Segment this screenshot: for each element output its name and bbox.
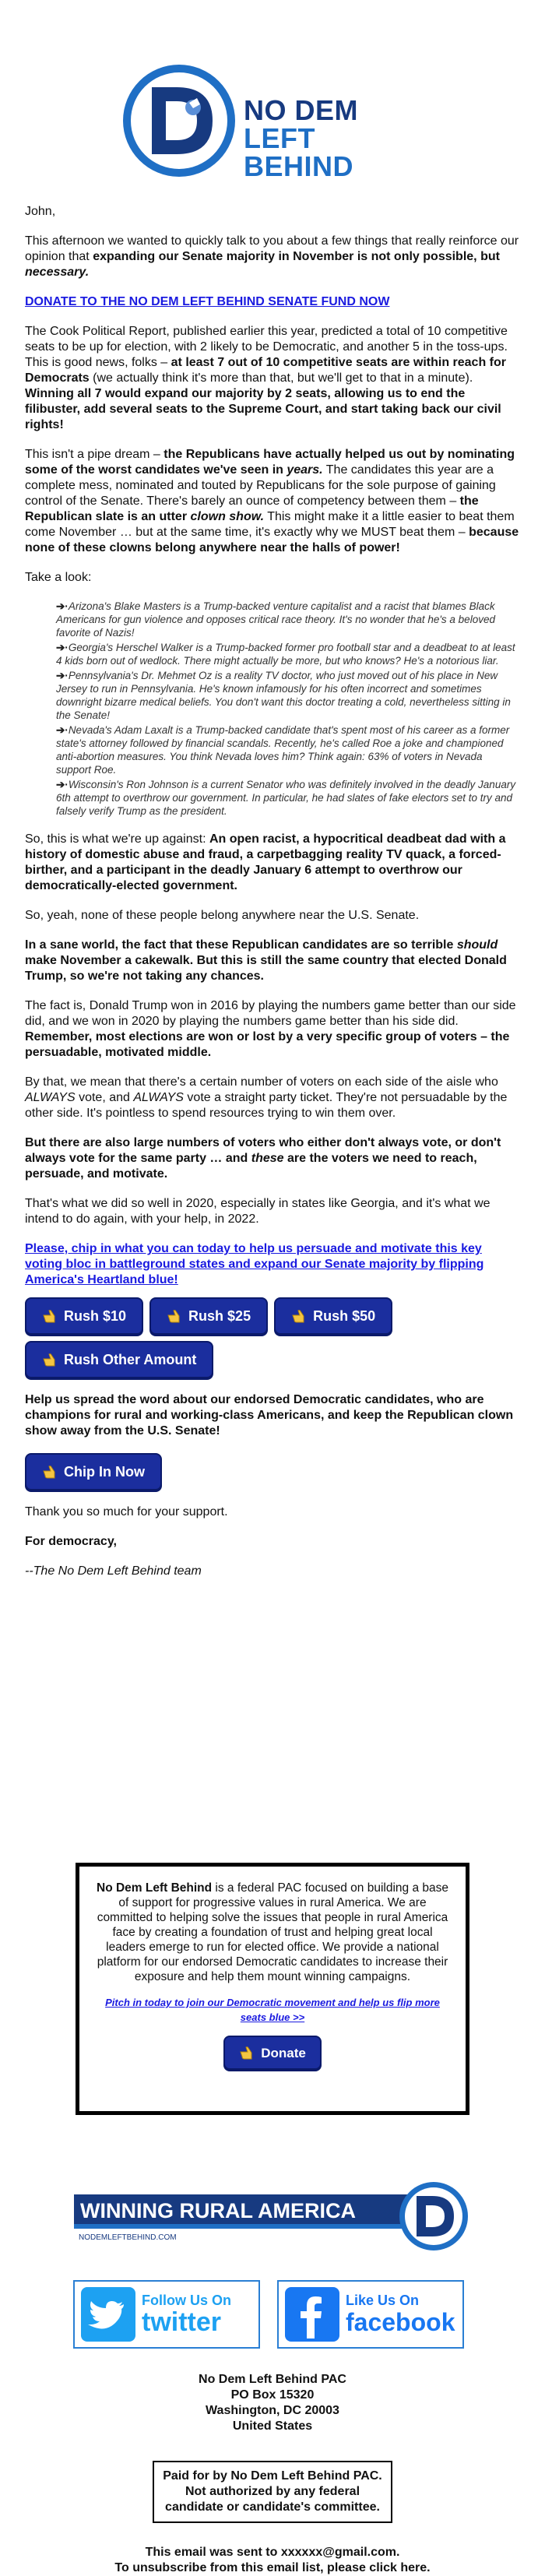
sane-world-paragraph: In a sane world, the fact that these Republican candidates are so terrible should make November a cakewalk. But this is still the same country that elected Donald Trump, so we're not taking any chances. <box>25 938 507 983</box>
brand-logo <box>121 62 417 182</box>
chip-in-row <box>25 1453 520 1490</box>
arrow-icon: ➔· <box>56 724 69 736</box>
thanks-line: Thank you so much for your support. <box>25 1505 228 1519</box>
rush-10-button[interactable]: Rush $10 <box>25 1297 143 1335</box>
pointing-hand-icon <box>239 2045 256 2060</box>
pointing-hand-icon <box>167 1308 184 1324</box>
numbers-game-paragraph: The fact is, Donald Trump won in 2016 by playing the numbers game better than our side did, and we won in 2020 by playing the numbers game better than his side did. Remember, most elections are won or lost by a very specific group of voters – the persuadable, motivated middle. <box>25 999 516 1059</box>
pointing-hand-icon <box>42 1464 59 1480</box>
twitter-line1: Follow Us On <box>142 2293 231 2308</box>
signature: --The No Dem Left Behind team <box>25 1564 202 1578</box>
rush-other-amount-button[interactable]: Rush Other Amount <box>25 1341 213 1378</box>
paid-for-disclaimer: Paid for by No Dem Left Behind PAC. Not authorized by any federal candidate or candidate's committee. <box>153 2461 392 2523</box>
email-body <box>25 204 520 1593</box>
take-a-look: Take a look: <box>25 571 92 584</box>
facebook-line2: facebook <box>346 2308 455 2336</box>
rush-50-button[interactable]: Rush $50 <box>274 1297 392 1335</box>
chip-in-link[interactable]: Please, chip in what you can today to help us persuade and motivate this key voting bloc in battleground states and expand our Senate majority by flipping America's Heartland blue! <box>25 1242 484 1286</box>
rush-25-button[interactable]: Rush $25 <box>149 1297 268 1335</box>
arrow-icon: ➔· <box>56 642 69 653</box>
facebook-icon <box>285 2287 339 2342</box>
brand-name-line2: LEFT BEHIND <box>244 122 354 182</box>
unsubscribe-footer <box>0 2545 545 2576</box>
signoff: For democracy, <box>25 1535 117 1548</box>
greeting: John, <box>25 205 56 218</box>
pointing-hand-icon <box>42 1308 59 1324</box>
list-item: ➔·Arizona's Blake Masters is a Trump-backed venture capitalist and a racist that blames Black Americans for gun violence and opposes critical race theory. It's no wonder that he's a beloved favorite of Nazis! <box>56 600 495 639</box>
twitter-icon <box>81 2287 135 2342</box>
pitch-in-link[interactable]: Pitch in today to join our Democratic movement and help us flip more seats blue >> <box>105 1997 440 2023</box>
pointing-hand-icon <box>42 1352 59 1367</box>
pac-description: No Dem Left Behind is a federal PAC focused on building a base of support for progressive values in rural America. We are committed to helping solve the issues that people in rural America face by creating a foundation of trust and helping great local leaders emerge to run for elected office. We provide a national platform for our endorsed Democratic candidates to increase their exposure and help them mount winning campaigns. <box>97 1881 449 1983</box>
cook-report-paragraph: The Cook Political Report, published earlier this year, predicted a total of 10 competitive seats to be up for election, with 2 likely to be Democratic, and another 5 in the toss-ups. This is good news, folks – at least 7 out of 10 competitive seats are within reach for Democrats (we actually think it's more than that, but we'll get to that in a minute). Winning all 7 would expand our majority by 2 seats, allowing us to end the filibuster, add several seats to the Supreme Court, and start taking back our civil rights! <box>25 325 508 431</box>
rush-button-row <box>25 1297 520 1335</box>
list-item: ➔·Georgia's Herschel Walker is a Trump-backed former pro football star and a deadbeat to at least 4 kids born out of wedlock. There might actually be more, but who knows? He's a notorious liar. <box>56 642 515 667</box>
banner-url: NODEMLEFTBEHIND.COM <box>79 2233 177 2242</box>
facebook-like-button[interactable] <box>277 2280 464 2349</box>
list-item: ➔·Wisconsin's Ron Johnson is a current Senator who was definitely involved in the deadly January 6th attempt to overthrow our government. In particular, he had slates of fake electors set to try and falsely verify Trump as the president. <box>56 779 516 817</box>
spread-word-paragraph: Help us spread the word about our endorsed Democratic candidates, who are champions for rural and working-class Americans, and keep the Republican clown show away from the U.S. Senate! <box>25 1393 514 1438</box>
list-item: ➔·Nevada's Adam Laxalt is a Trump-backed candidate that's spent most of his career as a former state's attorney followed by financial scandals. Recently, he's called Roe a joke and championed anti-abortion measures. You think Nevada loves him? Think again: 63% of voters in Nevada support Roe. <box>56 724 510 776</box>
pac-info-box <box>76 1863 469 2115</box>
pipe-dream-paragraph: This isn't a pipe dream – the Republicans have actually helped us out by nominating some of the worst candidates we've seen in years. The candidates this year are a complete mess, nominated and touted by Republicans for the sole purpose of gaining control of the Senate. There's barely an ounce of competency between them – the Republican slate is an utter clown show. This might make it a little easier to beat them come November … but at the same time, it's exactly why we MUST beat them – because none of these clowns belong anywhere near the halls of power! <box>25 448 519 554</box>
senate-paragraph: So, yeah, none of these people belong anywhere near the U.S. Senate. <box>25 909 420 922</box>
twitter-line2: twitter <box>142 2307 221 2337</box>
arrow-icon: ➔· <box>56 670 69 681</box>
up-against-paragraph: So, this is what we're up against: An open racist, a hypocritical deadbeat dad with a history of domestic abuse and fraud, a carpetbagging reality TV quack, a forced-birther, and a participant in the deadly January 6 attempt to overthrow our democratically-elected government. <box>25 832 506 892</box>
donate-senate-fund-link[interactable]: DONATE TO THE NO DEM LEFT BEHIND SENATE FUND NOW <box>25 295 390 308</box>
rush-other-row <box>25 1341 520 1378</box>
facebook-line1: Like Us On <box>346 2293 420 2308</box>
banner-text: WINNING RURAL AMERICA <box>80 2199 356 2222</box>
unsubscribe-link[interactable]: To unsubscribe from this email list, please click here. <box>114 2561 431 2574</box>
always-vote-paragraph: By that, we mean that there's a certain number of voters on each side of the aisle who ALWAYS vote, and ALWAYS vote a straight party ticket. They're not persuadable by the other side. It's pointless to spend resources trying to win them over. <box>25 1075 508 1120</box>
georgia-paragraph: That's what we did so well in 2020, especially in states like Georgia, and it's what we intend to do again, with your help, in 2022. <box>25 1197 490 1226</box>
pointing-hand-icon <box>291 1308 308 1324</box>
candidate-list <box>56 600 520 818</box>
list-item: ➔·Pennsylvania's Dr. Mehmet Oz is a reality TV doctor, who just moved out of his place in New Jersey to run in Pennsylvania. He's known infamously for his often incorrect and sometimes downright bizarre medical beliefs. You don't want this doctor treating a cold, nevertheless sitting in the Senate! <box>56 670 511 721</box>
intro-paragraph: This afternoon we wanted to quickly talk to you about a few things that really reinforce our opinion that expanding our Senate majority in November is not only possible, but necessary. <box>25 234 519 279</box>
persuade-paragraph: But there are also large numbers of voters who either don't always vote, or don't always vote for the same party … and these are the voters we need to reach, persuade, and motivate. <box>25 1136 501 1181</box>
mailing-address: No Dem Left Behind PAC PO Box 15320 Washington, DC 20003 United States <box>199 2373 346 2433</box>
logo-d-icon <box>121 62 237 179</box>
twitter-follow-button[interactable] <box>73 2280 260 2349</box>
arrow-icon: ➔· <box>56 600 69 612</box>
chip-in-now-button[interactable]: Chip In Now <box>25 1453 162 1490</box>
donate-button[interactable]: Donate <box>223 2036 322 2070</box>
brand-name-line1: NO DEM <box>244 94 358 126</box>
arrow-icon: ➔· <box>56 779 69 790</box>
winning-rural-america-banner[interactable] <box>74 2180 471 2252</box>
sent-to-line: This email was sent to xxxxxx@gmail.com. <box>145 2546 400 2559</box>
